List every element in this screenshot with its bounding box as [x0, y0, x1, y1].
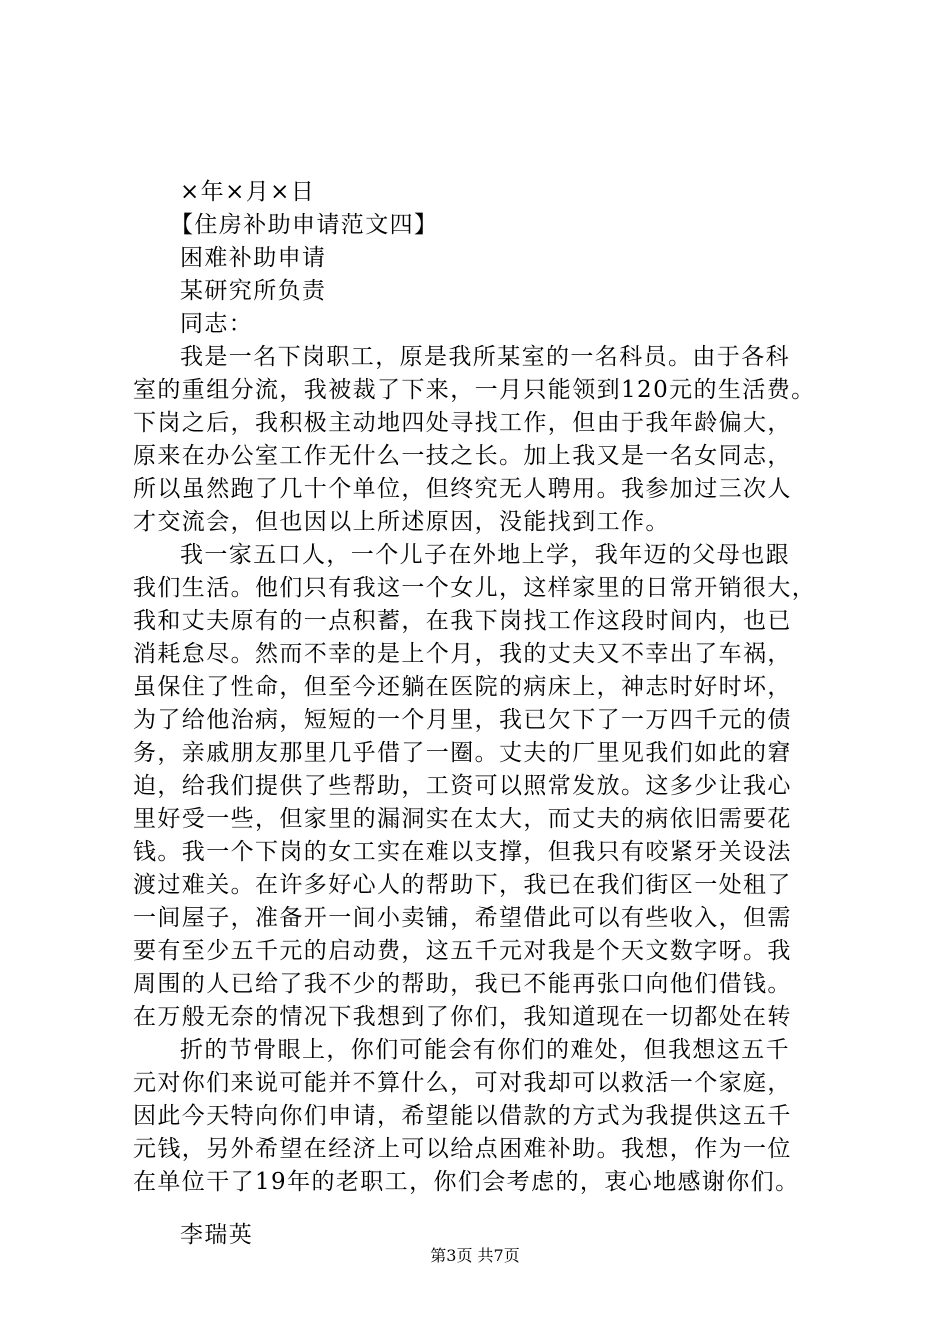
body-line: 元钱，另外希望在经济上可以给点困难补助。我想，作为一位	[133, 1136, 792, 1162]
body-line: 一间屋子，准备开一间小卖铺，希望借此可以有些收入，但需	[133, 905, 792, 931]
body-line: 元对你们来说可能并不算什么，可对我却可以救活一个家庭，	[133, 1070, 792, 1096]
body-line: 原来在办公室工作无什么一技之长。加上我又是一名女同志，	[133, 443, 792, 469]
body-line: 我一家五口人，一个儿子在外地上学，我年迈的父母也跟	[180, 542, 790, 568]
body-line: 折的节骨眼上，你们可能会有你们的难处，但我想这五千	[180, 1037, 790, 1063]
body-line: 才交流会，但也因以上所述原因，没能找到工作。	[133, 509, 670, 535]
body-line: 我们生活。他们只有我这一个女儿，这样家里的日常开销很大，	[133, 575, 817, 601]
date-line: ×年×月×日	[180, 179, 316, 205]
body-line: 在万般无奈的情况下我想到了你们，我知道现在一切都处在转	[133, 1004, 792, 1030]
body-line: 里好受一些，但家里的漏洞实在太大，而丈夫的病依旧需要花	[133, 806, 792, 832]
body-line: 所以虽然跑了几十个单位，但终究无人聘用。我参加过三次人	[133, 476, 792, 502]
body-line: 周围的人已给了我不少的帮助，我已不能再张口向他们借钱。	[133, 971, 792, 997]
body-line: 务，亲戚朋友那里几乎借了一圈。丈夫的厂里见我们如此的窘	[133, 740, 792, 766]
body-line: 在单位干了19年的老职工，你们会考虑的，衷心地感谢你们。	[133, 1169, 800, 1195]
section-title: 【住房补助申请范文四】	[170, 212, 439, 238]
body-line: 为了给他治病，短短的一个月里，我已欠下了一万四千元的债	[133, 707, 792, 733]
body-line: 消耗怠尽。然而不幸的是上个月，我的丈夫又不幸出了车祸，	[133, 641, 792, 667]
body-line: 室的重组分流，我被裁了下来，一月只能领到120元的生活费。	[133, 377, 816, 403]
body-line: 下岗之后，我积极主动地四处寻找工作，但由于我年龄偏大，	[133, 410, 792, 436]
body-line: 要有至少五千元的启动费，这五千元对我是个天文数字呀。我	[133, 938, 792, 964]
body-line: 虽保住了性命，但至今还躺在医院的病床上，神志时好时坏，	[133, 674, 792, 700]
page-footer: 第3页 共7页	[430, 1246, 520, 1265]
body-line: 我是一名下岗职工，原是我所某室的一名科员。由于各科	[180, 344, 790, 370]
addressee-line-2: 同志：	[180, 311, 254, 337]
body-line: 因此今天特向你们申请，希望能以借款的方式为我提供这五千	[133, 1103, 792, 1129]
body-line: 迫，给我们提供了些帮助，工资可以照常发放。这多少让我心	[133, 773, 792, 799]
signature: 李瑞英	[180, 1222, 254, 1248]
addressee-line-1: 某研究所负责	[180, 278, 327, 304]
body-line: 钱。我一个下岗的女工实在难以支撑，但我只有咬紧牙关设法	[133, 839, 792, 865]
body-line: 渡过难关。在许多好心人的帮助下，我已在我们街区一处租了	[133, 872, 792, 898]
document-title: 困难补助申请	[180, 245, 327, 271]
body-line: 我和丈夫原有的一点积蓄，在我下岗找工作这段时间内，也已	[133, 608, 792, 634]
